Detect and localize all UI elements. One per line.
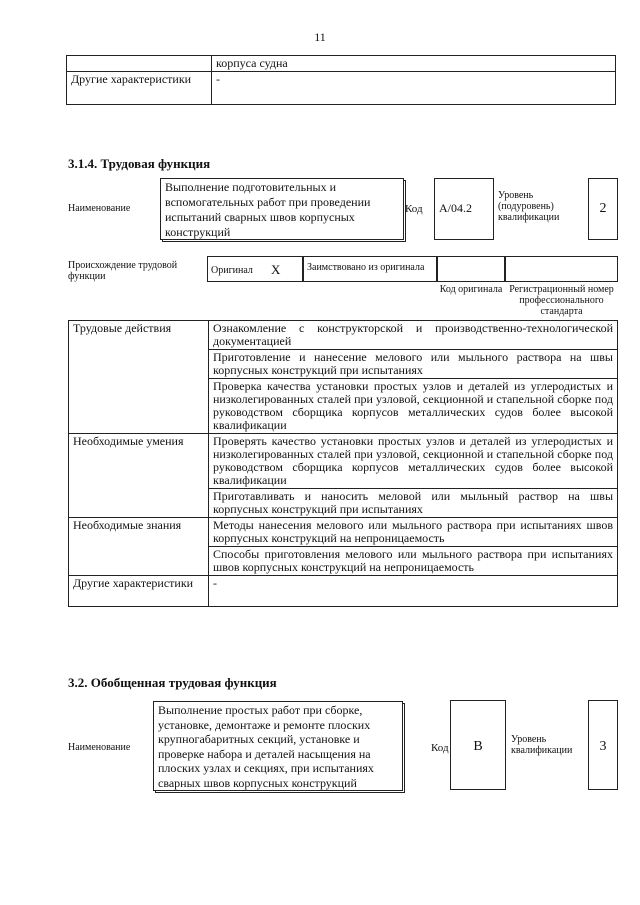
code-original-cell [437,256,505,282]
top-table-empty-cell [67,56,212,72]
code-value-314: A/04.2 [434,178,494,240]
skill-item: Проверять качество установки простых узлов и деталей из углеродистых и низколегированных сталей при узловой, секционной и стапельной сборке под руководством сборщика корпусов металлических судов более высокой квалификации [209,434,618,489]
other-item: - [209,576,618,607]
top-table-row2-value: - [212,72,616,105]
name-value-314: Выполнение подготовительных и вспомогательных работ при проведении испытаний сварных швов корпусных конструкций [160,178,404,240]
code-label-32: Код [431,742,449,754]
level-value-32: 3 [588,700,618,790]
original-cell [207,256,303,282]
origin-label: Происхождение трудовой функции [68,260,178,282]
action-item: Проверка качества установки простых узлов и деталей из углеродистых и низколегированных сталей при узловой, секционной и стапельной сборке под руководством сборщика корпусов металлических судов более высокой квалификации [209,379,618,434]
borrowed-cell [303,256,437,282]
section-heading-314: 3.1.4. Трудовая функция [68,156,211,171]
section-heading-32: 3.2. Обобщенная трудовая функция [68,675,277,690]
group-label-knowledge: Необходимые знания [69,518,209,576]
page-number: 11 [314,30,326,44]
borrowed-label: Заимствовано из оригинала [307,262,425,273]
top-table-row1-value: корпуса судна [212,56,616,72]
knowledge-item: Способы приготовления мелового или мыльного раствора при испытаниях швов корпусных конструкций на непроницаемость [209,547,618,576]
group-label-other: Другие характеристики [69,576,209,607]
level-label-314: Уровень (подуровень) квалификации [498,190,560,223]
top-table-row2-label: Другие характеристики [67,72,212,105]
group-label-skills: Необходимые умения [69,434,209,518]
code-label-314: Код [405,203,423,215]
code-value-32: B [450,700,506,790]
code-original-label: Код оригинала [439,284,503,295]
action-item: Приготовление и нанесение мелового или мыльного раствора на швы корпусных конструкций при испытаниях [209,350,618,379]
top-table [66,55,616,105]
level-value-314: 2 [588,178,618,240]
group-label-actions: Трудовые действия [69,321,209,434]
name-value-32: Выполнение простых работ при сборке, установке, демонтаже и ремонте плоских крупногабаритных секций, установке и проверке набора и деталей насыщения на плоских узлах и секциях, при испытаниях сварных швов корпусных конструкций [153,701,403,791]
name-label-32: Наименование [68,742,131,753]
original-mark: X [271,262,281,277]
reg-number-cell [505,256,618,282]
name-label-314: Наименование [68,203,131,214]
knowledge-item: Методы нанесения мелового или мыльного раствора при испытаниях швов корпусных конструкций на непроницаемость [209,518,618,547]
original-label: Оригинал [211,265,253,276]
function-table [68,320,618,607]
level-label-32: Уровень квалификации [511,734,573,756]
action-item: Ознакомление с конструкторской и производственно-технологической документацией [209,321,618,350]
skill-item: Приготавливать и наносить меловой или мыльный раствор на швы корпусных конструкций при испытаниях [209,489,618,518]
reg-number-label: Регистрационный номер профессионального стандарта [509,284,614,317]
